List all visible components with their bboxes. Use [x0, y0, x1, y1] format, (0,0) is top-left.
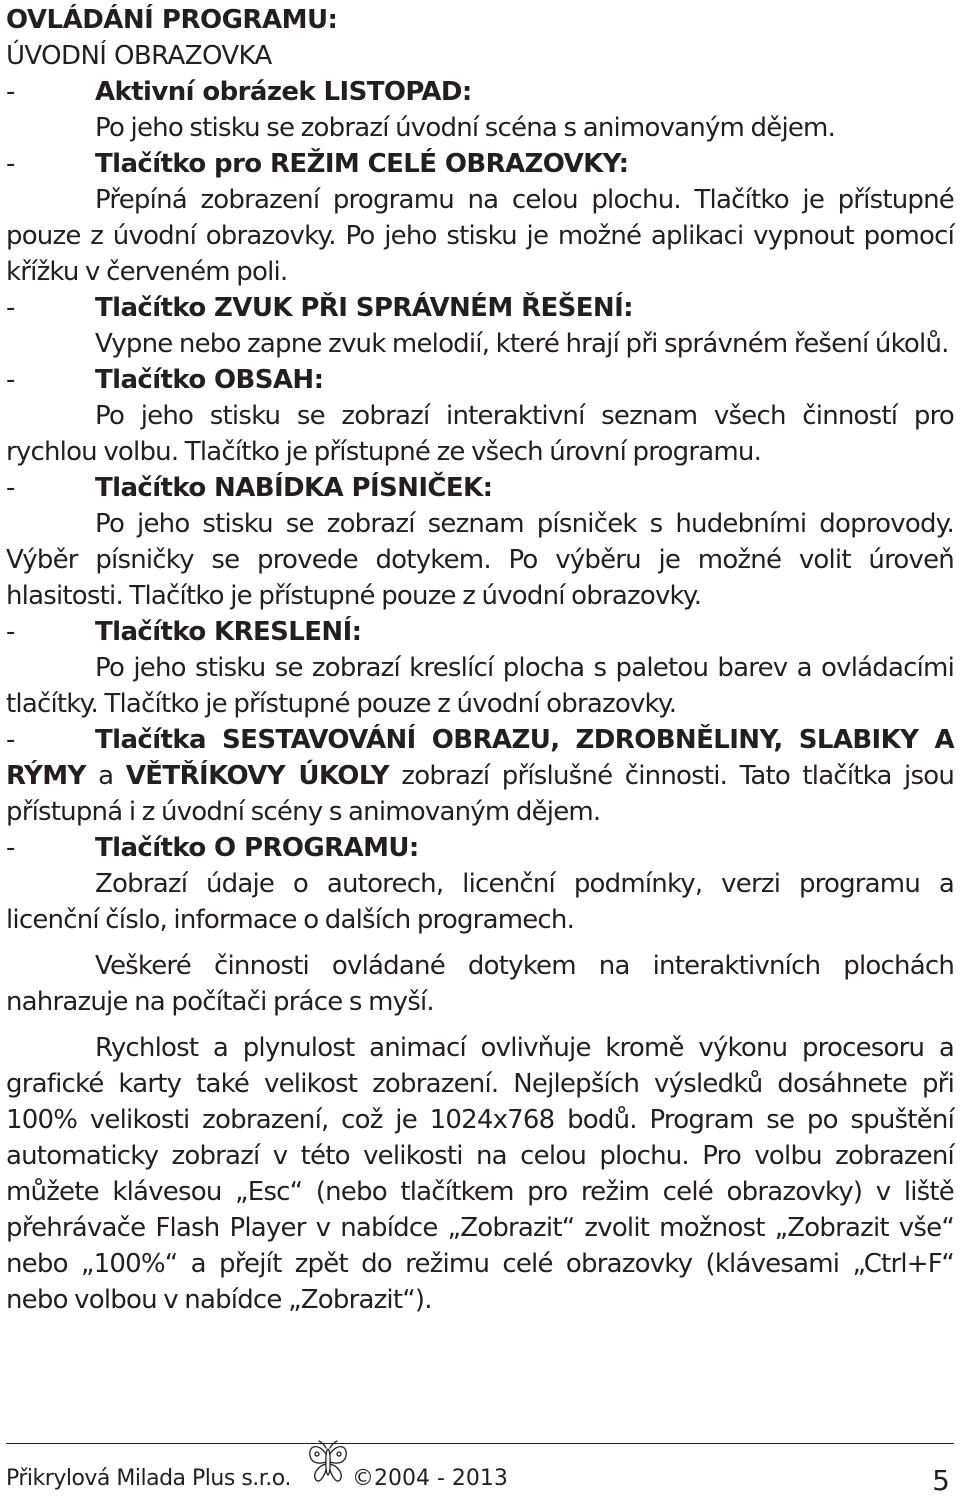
list-item	[6, 614, 954, 722]
list-item	[6, 290, 954, 362]
copyright-text: ©2004 - 2013	[352, 1466, 508, 1491]
page-footer	[6, 1462, 954, 1496]
item-text: zobrazí příslušné činnosti. Tato tlačítka jsou přístupná i z úvodní scény s animovaným dějem.	[6, 761, 955, 827]
page-number: 5	[932, 1464, 950, 1497]
dash-marker: -	[6, 617, 16, 647]
item-label: Tlačítko OBSAH:	[95, 365, 324, 395]
item-text: Po jeho stisku se zobrazí interaktivní seznam všech činností pro rychlou volbu. Tlačítko je přístupné ze všech úrovní programu.	[6, 401, 954, 467]
page-title: OVLÁDÁNÍ PROGRAMU:	[6, 5, 338, 35]
item-label: Tlačítko O PROGRAMU:	[95, 833, 419, 863]
publisher-name: Přikrylová Milada Plus s.r.o.	[6, 1466, 291, 1491]
list-item	[6, 362, 954, 470]
document-page	[6, 0, 954, 1318]
item-text: Po jeho stisku se zobrazí úvodní scéna s animovaným dějem.	[95, 113, 836, 143]
butterfly-icon	[306, 1440, 350, 1496]
dash-marker: -	[6, 293, 16, 323]
dash-marker: -	[6, 473, 16, 503]
item-connector: a	[85, 761, 126, 791]
item-label: Aktivní obrázek LISTOPAD:	[95, 77, 472, 107]
list-item	[6, 74, 954, 146]
list-item	[6, 470, 954, 614]
dash-marker: -	[6, 725, 15, 755]
list-item	[6, 830, 954, 938]
item-text: Vypne nebo zapne zvuk melodií, které hrají při správném řešení úkolů.	[95, 329, 949, 359]
list-item-multi-buttons	[6, 722, 954, 830]
dash-marker: -	[6, 365, 16, 395]
item-text: Po jeho stisku se zobrazí kreslící plocha s paletou barev a ovládacími tlačítky. Tlačítko je přístupné pouze z úvodní obrazovky.	[6, 653, 954, 719]
dash-marker: -	[6, 833, 16, 863]
item-text: Zobrazí údaje o autorech, licenční podmínky, verzi programu a licenční číslo, informace o dalších programech.	[6, 869, 954, 935]
dash-marker: -	[6, 77, 16, 107]
item-label: Tlačítko pro REŽIM CELÉ OBRAZOVKY:	[95, 149, 629, 179]
paragraph-display-note: Rychlost a plynulost animací ovlivňuje kromě výkonu procesoru a grafické karty také velikost zobrazení. Nejlepších výsledků dosáhnete při 100% velikosti zobrazení, což je 1024x768 bodů. Program se po spuštění automaticky zobrazí v této velikosti na celou plochu. Pro volbu zobrazení můžete klávesou „Esc“ (nebo tlačítkem pro režim celé obrazovky) v liště přehrávače Flash Player v nabídce „Zobrazit“ zvolit možnost „Zobrazit vše“ nebo „100%“ a přejít zpět do režimu celé obrazovky (klávesami „Ctrl+F“ nebo volbou v nabídce „Zobrazit“).	[6, 1033, 954, 1315]
item-text: Po jeho stisku se zobrazí seznam písniček s hudebními doprovody. Výběr písničky se provede dotykem. Po výběru je možné volit úroveň hlasitosti. Tlačítko je přístupné pouze z úvodní obrazovky.	[6, 509, 954, 611]
paragraph-input-note: Veškeré činnosti ovládané dotykem na interaktivních plochách nahrazuje na počítači práce s myší.	[6, 951, 954, 1017]
footer-divider	[6, 1443, 954, 1444]
item-label-secondary: VĚTŘÍKOVY ÚKOLY	[125, 761, 389, 791]
item-label: Tlačítko KRESLENÍ:	[95, 617, 362, 647]
item-label: Tlačítka SESTAVOVÁNÍ OBRAZU, ZDROBNĚLINY, SLABIKY A RÝMY	[6, 725, 954, 791]
item-text: Přepíná zobrazení programu na celou plochu. Tlačítko je přístupné pouze z úvodní obrazovky. Po jeho stisku je možné aplikaci vypnout pomocí křížku v červeném poli.	[6, 185, 954, 287]
item-label: Tlačítko NABÍDKA PÍSNIČEK:	[95, 473, 493, 503]
section-title: ÚVODNÍ OBRAZOVKA	[6, 41, 272, 71]
list-item	[6, 146, 954, 290]
item-label: Tlačítko ZVUK PŘI SPRÁVNÉM ŘEŠENÍ:	[95, 293, 633, 323]
dash-marker: -	[6, 149, 16, 179]
